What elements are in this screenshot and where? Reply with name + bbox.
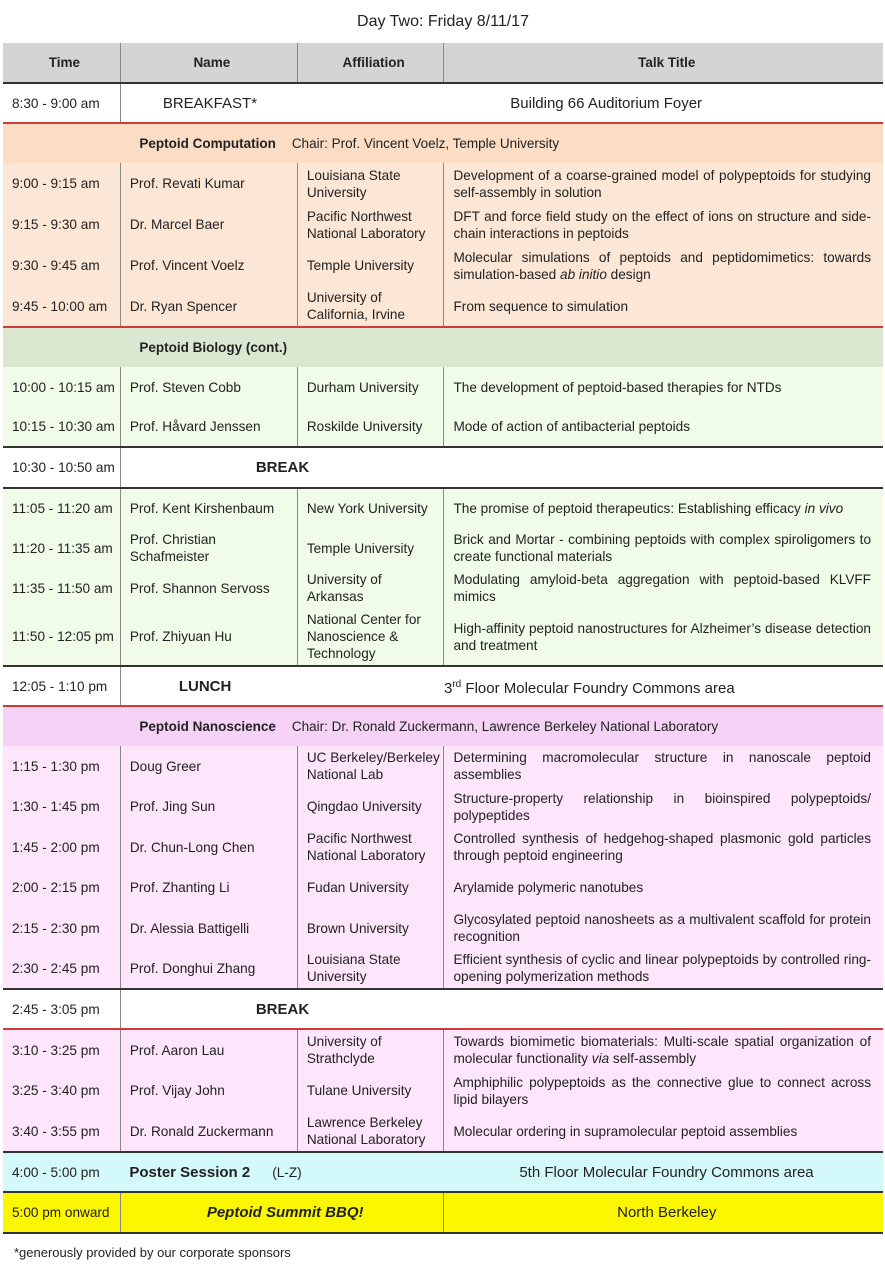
talk-row [3, 787, 883, 828]
footnote: *generously provided by our corporate sponsors [14, 1245, 291, 1260]
talk-title-italic: via [591, 1051, 610, 1066]
breakfast-label: BREAKFAST* [120, 83, 297, 123]
talk-row [3, 908, 883, 949]
talk-time: 10:00 - 10:15 am [12, 379, 115, 395]
speaker-affiliation: Brown University [297, 908, 444, 949]
session-name: Peptoid Computation [139, 136, 276, 151]
talk-title: Modulating amyloid-beta aggregation with peptoid-based KLVFF mimics [444, 568, 883, 608]
break-row [3, 989, 883, 1029]
talk-row [3, 1070, 883, 1111]
talk-title: Mode of action of antibacterial peptoids [444, 407, 883, 447]
poster-time: 4:00 - 5:00 pm [12, 1164, 100, 1180]
break-label: BREAK [255, 459, 310, 476]
session-name: Peptoid Biology (cont.) [139, 340, 288, 355]
talk-time: 11:50 - 12:05 pm [12, 629, 114, 644]
session-header-cell [120, 123, 883, 163]
speaker-affiliation: New York University [297, 488, 444, 528]
speaker-name: Prof. Revati Kumar [120, 163, 297, 204]
speaker-name: Prof. Kent Kirshenbaum [120, 488, 297, 528]
speaker-affiliation: National Center for Nanoscience & Technology [297, 608, 444, 666]
break-time: 2:45 - 3:05 pm [12, 1001, 100, 1017]
speaker-name: Doug Greer [120, 746, 297, 787]
talk-time: 9:00 - 9:15 am [12, 176, 100, 191]
talk-row [3, 245, 883, 286]
speaker-name: Prof. Steven Cobb [120, 367, 297, 407]
talk-row [3, 488, 883, 528]
talk-title: Structure-property relationship in bioinspired polypeptoids/ polypeptides [444, 787, 883, 828]
speaker-affiliation: UC Berkeley/Berkeley National Lab [297, 746, 444, 787]
talk-title: Controlled synthesis of hedgehog-shaped plasmonic gold particles through peptoid engineering [444, 827, 883, 868]
speaker-affiliation: Lawrence Berkeley National Laboratory [297, 1111, 444, 1152]
talk-title: Molecular ordering in supramolecular peptoid assemblies [444, 1111, 883, 1152]
talk-row [3, 367, 883, 407]
talk-row [3, 1029, 883, 1070]
break-label-cell [120, 447, 883, 488]
poster-label: Poster Session 2 [129, 1163, 251, 1181]
talk-time: 3:25 - 3:40 pm [12, 1083, 100, 1098]
talk-time: 3:10 - 3:25 pm [12, 1042, 100, 1058]
speaker-name: Prof. Donghui Zhang [120, 949, 297, 990]
speaker-affiliation: Temple University [297, 245, 444, 286]
talk-row [3, 1111, 883, 1152]
talk-title: High-affinity peptoid nanostructures for Alzheimer’s disease detection and treatment [444, 608, 883, 666]
lunch-location-text: Floor Molecular Foundry Commons area [461, 679, 735, 697]
speaker-name: Prof. Zhanting Li [120, 868, 297, 909]
breakfast-location: Building 66 Auditorium Foyer [510, 94, 703, 112]
session-header-cell [120, 327, 883, 367]
talk-row [3, 868, 883, 909]
speaker-name: Prof. Shannon Servoss [120, 568, 297, 608]
bbq-location: North Berkeley [444, 1192, 883, 1233]
session-spacer [3, 123, 120, 163]
talk-title: Determining macromolecular structure in nanoscale peptoid assemblies [444, 746, 883, 787]
talk-time: 11:20 - 11:35 am [12, 540, 113, 556]
schedule-table [3, 43, 883, 1234]
header-time: Time [3, 43, 120, 83]
session-chair: Chair: Dr. Ronald Zuckermann, Lawrence Berkeley National Laboratory [291, 719, 719, 734]
lunch-location-sup: rd [452, 678, 462, 690]
breakfast-time: 8:30 - 9:00 am [12, 95, 100, 111]
lunch-time: 12:05 - 1:10 pm [12, 678, 108, 694]
speaker-name: Prof. Christian Schafmeister [120, 528, 297, 568]
page-title: Day Two: Friday 8/11/17 [3, 0, 883, 45]
session-name: Peptoid Nanoscience [139, 719, 276, 734]
break-row [3, 447, 883, 488]
session-header [3, 327, 883, 367]
speaker-name: Dr. Marcel Baer [120, 204, 297, 245]
talk-title-text: Molecular simulations of peptoids and peptidomimetics: towards simulation-based [453, 249, 871, 282]
talk-row [3, 949, 883, 990]
speaker-affiliation: University of Arkansas [297, 568, 444, 608]
poster-range: (L-Z) [272, 1164, 302, 1180]
talk-time: 2:30 - 2:45 pm [12, 960, 100, 976]
header-name: Name [120, 43, 297, 83]
speaker-affiliation: Temple University [297, 528, 444, 568]
speaker-name: Dr. Chun-Long Chen [120, 827, 297, 868]
header-talk-title: Talk Title [444, 43, 883, 83]
session-header [3, 706, 883, 746]
speaker-name: Dr. Ryan Spencer [120, 286, 297, 327]
talk-title [444, 245, 883, 286]
speaker-name: Prof. Vijay John [120, 1070, 297, 1111]
lunch-label: LUNCH [120, 666, 444, 706]
speaker-name: Prof. Zhiyuan Hu [120, 608, 297, 666]
speaker-affiliation: University of Strathclyde [297, 1029, 444, 1070]
speaker-affiliation: Tulane University [297, 1070, 444, 1111]
speaker-affiliation: Roskilde University [297, 407, 444, 447]
talk-title: From sequence to simulation [444, 286, 883, 327]
speaker-affiliation: Pacific Northwest National Laboratory [297, 827, 444, 868]
talk-title: Amphiphilic polypeptoids as the connective glue to connect across lipid bilayers [444, 1070, 883, 1111]
speaker-name: Prof. Jing Sun [120, 787, 297, 828]
break-time: 10:30 - 10:50 am [12, 460, 115, 475]
talk-row [3, 608, 883, 666]
talk-title-text: design [606, 266, 651, 282]
speaker-affiliation: Qingdao University [297, 787, 444, 828]
bbq-row [3, 1192, 883, 1233]
talk-time: 1:30 - 1:45 pm [12, 799, 100, 815]
talk-row [3, 286, 883, 327]
break-label-cell [120, 989, 883, 1029]
talk-time: 11:35 - 11:50 am [12, 580, 113, 596]
session-chair: Chair: Prof. Vincent Voelz, Temple University [291, 136, 560, 151]
poster-label-cell [120, 1152, 444, 1192]
speaker-affiliation: Louisiana State University [297, 949, 444, 990]
talk-title: Brick and Mortar - combining peptoids with complex spiroligomers to create functional materials [444, 528, 883, 568]
talk-time: 3:40 - 3:55 pm [12, 1123, 100, 1139]
bbq-label: Peptoid Summit BBQ! [120, 1192, 444, 1233]
poster-location: 5th Floor Molecular Foundry Commons area [519, 1163, 814, 1181]
talk-title: Efficient synthesis of cyclic and linear polypeptoids by controlled ring-opening polymerization methods [444, 949, 883, 990]
talk-title: Development of a coarse-grained model of polypeptoids for studying self-assembly in solution [444, 163, 883, 204]
speaker-name: Prof. Aaron Lau [120, 1029, 297, 1070]
speaker-affiliation: Fudan University [297, 868, 444, 909]
talk-time: 9:30 - 9:45 am [12, 258, 100, 273]
bbq-time: 5:00 pm onward [12, 1205, 110, 1220]
break-label: BREAK [255, 1000, 310, 1018]
talk-title: DFT and force field study on the effect of ions on structure and side-chain interactions in peptoids [444, 204, 883, 245]
session-spacer [3, 327, 120, 367]
talk-time: 1:45 - 2:00 pm [12, 839, 100, 855]
talk-time: 1:15 - 1:30 pm [12, 758, 100, 774]
poster-row [3, 1152, 883, 1192]
talk-time: 2:15 - 2:30 pm [12, 920, 100, 936]
speaker-affiliation: Louisiana State University [297, 163, 444, 204]
speaker-name: Dr. Alessia Battigelli [120, 908, 297, 949]
talk-title [444, 488, 883, 528]
talk-title: Glycosylated peptoid nanosheets as a multivalent scaffold for protein recognition [444, 908, 883, 949]
lunch-location-text: 3 [443, 679, 453, 697]
speaker-name: Dr. Ronald Zuckermann [120, 1111, 297, 1152]
talk-row [3, 407, 883, 447]
speaker-affiliation: Pacific Northwest National Laboratory [297, 204, 444, 245]
speaker-affiliation: Durham University [297, 367, 444, 407]
talk-row [3, 827, 883, 868]
header-affiliation: Affiliation [297, 43, 444, 83]
session-header [3, 123, 883, 163]
header-row [3, 43, 883, 83]
talk-time: 9:15 - 9:30 am [12, 217, 100, 232]
talk-title [444, 1029, 883, 1070]
talk-time: 9:45 - 10:00 am [12, 298, 108, 314]
session-spacer [3, 706, 120, 746]
talk-row [3, 204, 883, 245]
talk-time: 10:15 - 10:30 am [12, 419, 115, 434]
talk-row [3, 568, 883, 608]
talk-time: 2:00 - 2:15 pm [12, 880, 100, 896]
talk-row [3, 746, 883, 787]
talk-title: Arylamide polymeric nanotubes [444, 868, 883, 909]
talk-time: 11:05 - 11:20 am [12, 501, 113, 516]
speaker-name: Prof. Vincent Voelz [120, 245, 297, 286]
talk-title-italic: in vivo [804, 501, 844, 516]
talk-title-text: The promise of peptoid therapeutics: Establishing efficacy [453, 501, 805, 516]
lunch-row [3, 666, 883, 706]
speaker-affiliation: University of California, Irvine [297, 286, 444, 327]
talk-title-italic: ab initio [560, 266, 607, 282]
talk-title-text: Towards biomimetic biomaterials: Multi-scale spatial organization of molecular functionality [453, 1034, 871, 1066]
speaker-name: Prof. Håvard Jenssen [120, 407, 297, 447]
talk-title-text: self-assembly [609, 1051, 697, 1066]
session-header-cell [120, 706, 883, 746]
lunch-location [444, 666, 883, 706]
breakfast-row [3, 83, 883, 123]
talk-row [3, 163, 883, 204]
talk-row [3, 528, 883, 568]
talk-title: The development of peptoid-based therapies for NTDs [444, 367, 883, 407]
